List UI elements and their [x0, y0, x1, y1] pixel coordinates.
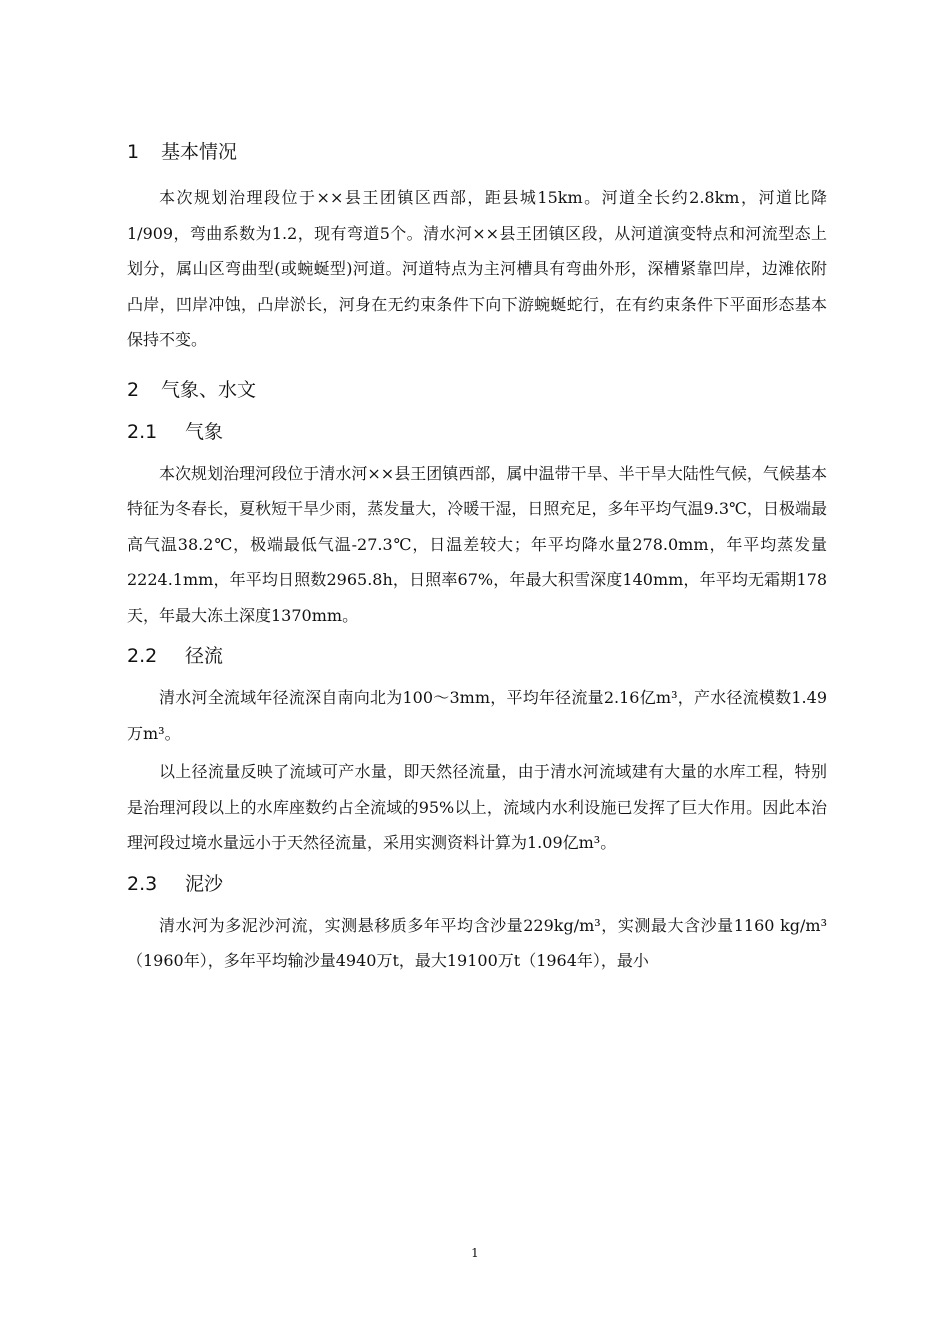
section-number: 2: [127, 378, 140, 401]
section-heading-2-1: [127, 412, 827, 452]
paragraph: 本次规划治理河段位于清水河××县王团镇西部，属中温带干旱、半干旱大陆性气候，气候基本特征为冬春长，夏秋短干旱少雨，蒸发量大，冷暖干湿，日照充足，多年平均气温9.3℃，日极端最高气温38.2℃，极端最低气温-27.3℃，日温差较大；年平均降水量278.0mm，年平均蒸发量2224.1mm，年平均日照数2965.8h，日照率67%，年最大积雪深度140mm，年平均无霜期178天，年最大冻土深度1370mm。: [127, 463, 827, 625]
section-title: 气象、水文: [161, 378, 257, 401]
document-body: [127, 132, 827, 982]
paragraph: 本次规划治理段位于××县王团镇区西部，距县城15km。河道全长约2.8km，河道比降1/909，弯曲系数为1.2，现有弯道5个。清水河××县王团镇区段，从河道演变特点和河流型态上划分，属山区弯曲型(或蜿蜒型)河道。河道特点为主河槽具有弯曲外形，深槽紧靠凹岸，边滩依附凸岸，凹岸冲蚀，凸岸淤长，河身在无约束条件下向下游蜿蜒蛇行，在有约束条件下平面形态基本保持不变。: [127, 188, 827, 349]
section-title: 气象: [185, 420, 224, 443]
paragraph: 清水河为多泥沙河流，实测悬移质多年平均含沙量229kg/m³，实测最大含沙量1160 kg/m³（1960年），多年平均输沙量4940万t，最大19100万t（1964年），最小: [127, 915, 827, 970]
section-heading-2-2: [127, 636, 827, 676]
section-heading-2: [127, 370, 827, 410]
section-number: 1: [127, 141, 140, 163]
paragraph: 以上径流量反映了流域可产水量，即天然径流量，由于清水河流域建有大量的水库工程，特别是治理河段以上的水库座数约占全流域的95%以上，流域内水利设施已发挥了巨大作用。因此本治理河段过境水量远小于天然径流量，采用实测资料计算为1.09亿m³。: [127, 762, 827, 852]
section-heading-2-3: [127, 864, 827, 904]
section-title: 基本情况: [161, 141, 238, 163]
section-number: 2.3: [127, 872, 158, 895]
paragraph: 清水河全流域年径流深自南向北为100～3mm，平均年径流量2.16亿m³，产水径流模数1.49万m³。: [127, 688, 827, 743]
section-title: 泥沙: [185, 872, 224, 895]
section-number: 2.2: [127, 645, 158, 667]
section-title: 径流: [185, 645, 224, 667]
page-number: 1: [471, 1246, 479, 1260]
section-heading-1: [127, 132, 827, 172]
section-number: 2.1: [127, 420, 158, 443]
